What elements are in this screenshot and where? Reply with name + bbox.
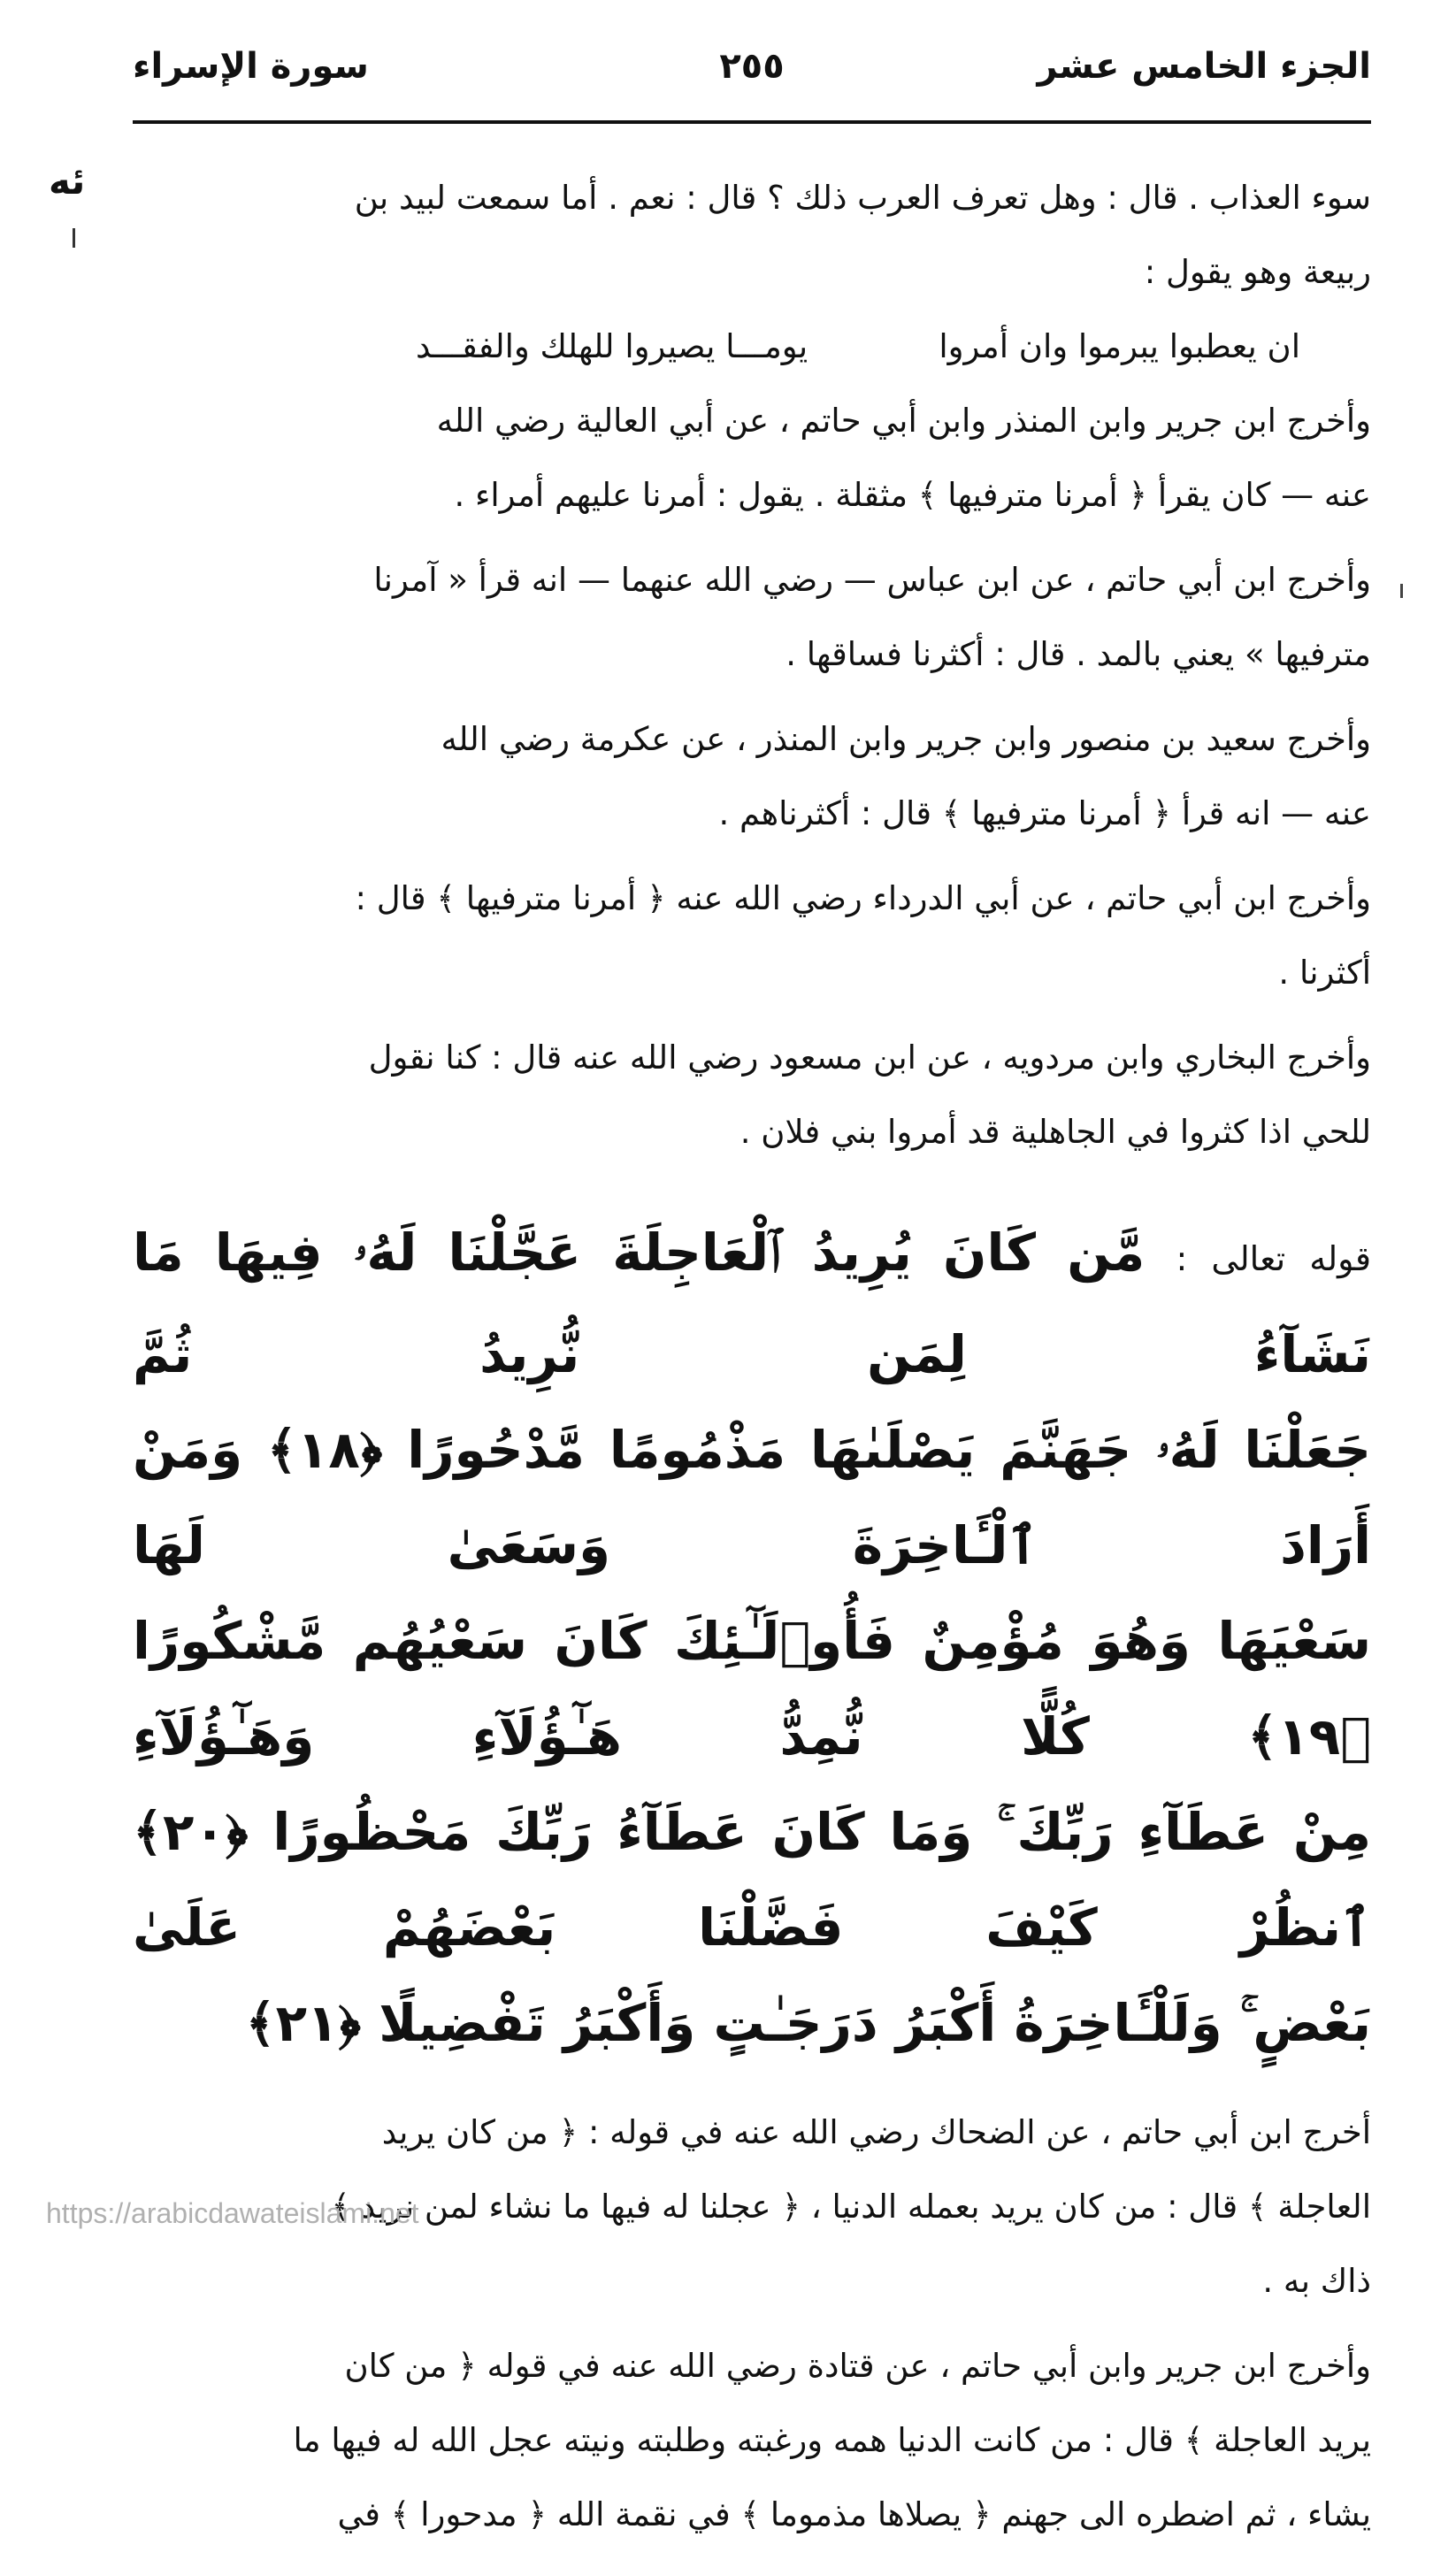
poem-hemistich-left: يومـــا يصيروا للهلك والفقـــد xyxy=(416,327,808,365)
surah-title: سورة الإسراء xyxy=(133,46,369,87)
text-line: عنه — كان يقرأ ﴿ أمرنا مترفيها ﴾ مثقلة . يقول : أمرنا عليهم أمراء . xyxy=(454,476,1371,514)
text-line: يريد العاجلة ﴾ قال : من كانت الدنيا همه ورغبته وطلبته ونيته عجل الله له فيها ما xyxy=(293,2421,1371,2459)
text-line: ذاك به . xyxy=(1262,2262,1371,2300)
text-line: مترفيها » يعني بالمد . قال : أكثرنا فساقها . xyxy=(785,635,1371,673)
part-title: الجزء الخامس عشر xyxy=(1037,46,1371,87)
text-line: أخرج ابن أبي حاتم ، عن الضحاك رضي الله عنه في قوله : ﴿ من كان يريد xyxy=(381,2113,1371,2151)
quran-line: جَعَلْنَا لَهُۥ جَهَنَّمَ يَصْلَىٰهَا مَذْمُومًا مَّدْحُورًا ﴿١٨﴾ وَمَنْ أَرَادَ ٱلْـَٔاخِرَةَ وَسَعَىٰ لَهَا xyxy=(133,1420,1371,1575)
text-line: وأخرج سعيد بن منصور وابن جرير وابن المنذر ، عن عكرمة رضي الله xyxy=(441,720,1371,758)
header-rule xyxy=(133,120,1371,124)
text-line: للحي اذا كثروا في الجاهلية قد أمروا بني فلان . xyxy=(739,1113,1371,1151)
side-tick xyxy=(1400,584,1403,598)
quran-verses xyxy=(133,1205,1371,2071)
quran-line xyxy=(133,1205,1371,1402)
text-line: وأخرج ابن جرير وابن أبي حاتم ، عن قتادة رضي الله عنه في قوله ﴿ من كان xyxy=(344,2347,1371,2385)
verse-lead: قوله تعالى : xyxy=(1176,1239,1371,1278)
quran-line: مِنْ عَطَآءِ رَبِّكَ ۚ وَمَا كَانَ عَطَآءُ رَبِّكَ مَحْظُورًا ﴿٢٠﴾ ٱنظُرْ كَيْفَ فَضَّلْنَا بَعْضَهُمْ عَلَىٰ xyxy=(133,1802,1371,1958)
text-line: أكثرنا . xyxy=(1278,954,1371,992)
quran-line: سَعْيَهَا وَهُوَ مُؤْمِنٌ فَأُو۟لَـٰٓئِكَ كَانَ سَعْيُهُم مَّشْكُورًا ﴿١٩﴾ كُلًّا نُّمِدُّ هَـٰٓؤُلَآءِ وَهَـٰٓؤُلَآءِ xyxy=(133,1611,1371,1766)
margin-tick xyxy=(73,228,75,248)
poem-hemistich-right: ان يعطبوا يبرموا وان أمروا xyxy=(939,327,1300,365)
watermark-url: https://arabicdawateislami.net xyxy=(46,2197,419,2229)
text-line: العاجلة ﴾ قال : من كان يريد بعمله الدنيا ، ﴿ عجلنا له فيها ما نشاء لمن نريد ﴾ xyxy=(331,2188,1371,2226)
quran-line: بَعْضٍ ۚ وَلَلْـَٔاخِرَةُ أَكْبَرُ دَرَجَـٰتٍ وَأَكْبَرُ تَفْضِيلًا ﴿٢١﴾ xyxy=(245,1993,1371,2053)
text-line: وأخرج البخاري وابن مردويه ، عن ابن مسعود رضي الله عنه قال : كنا نقول xyxy=(368,1038,1371,1077)
page-header xyxy=(133,46,1371,117)
text-line: سوء العذاب . قال : وهل تعرف العرب ذلك ؟ قال : نعم . أما سمعت لبيد بن xyxy=(354,179,1371,217)
page-number: ٢٥٥ xyxy=(719,46,785,87)
text-line: وأخرج ابن أبي حاتم ، عن أبي الدرداء رضي الله عنه ﴿ أمرنا مترفيها ﴾ قال : xyxy=(355,879,1371,917)
poem-verse xyxy=(133,310,1371,384)
margin-mark: ئه xyxy=(49,159,86,203)
main-text xyxy=(133,161,1371,2552)
text-line: يشاء ، ثم اضطره الى جهنم ﴿ يصلاها مذموما ﴾ في نقمة الله ﴿ مدحورا ﴾ في xyxy=(337,2495,1371,2533)
text-line: ربيعة وهو يقول : xyxy=(1144,253,1371,291)
text-line: وأخرج ابن أبي حاتم ، عن ابن عباس — رضي الله عنهما — انه قرأ « آمرنا xyxy=(373,561,1371,599)
text-line: عنه — انه قرأ ﴿ أمرنا مترفيها ﴾ قال : أكثرناهم . xyxy=(718,794,1371,832)
quran-line-text: مَّن كَانَ يُرِيدُ ٱلْعَاجِلَةَ عَجَّلْنَا لَهُۥ فِيهَا مَا نَشَآءُ لِمَن نُّرِيدُ ثُمَّ xyxy=(133,1222,1371,1384)
text-line: وأخرج ابن جرير وابن المنذر وابن أبي حاتم ، عن أبي العالية رضي الله xyxy=(436,402,1371,440)
